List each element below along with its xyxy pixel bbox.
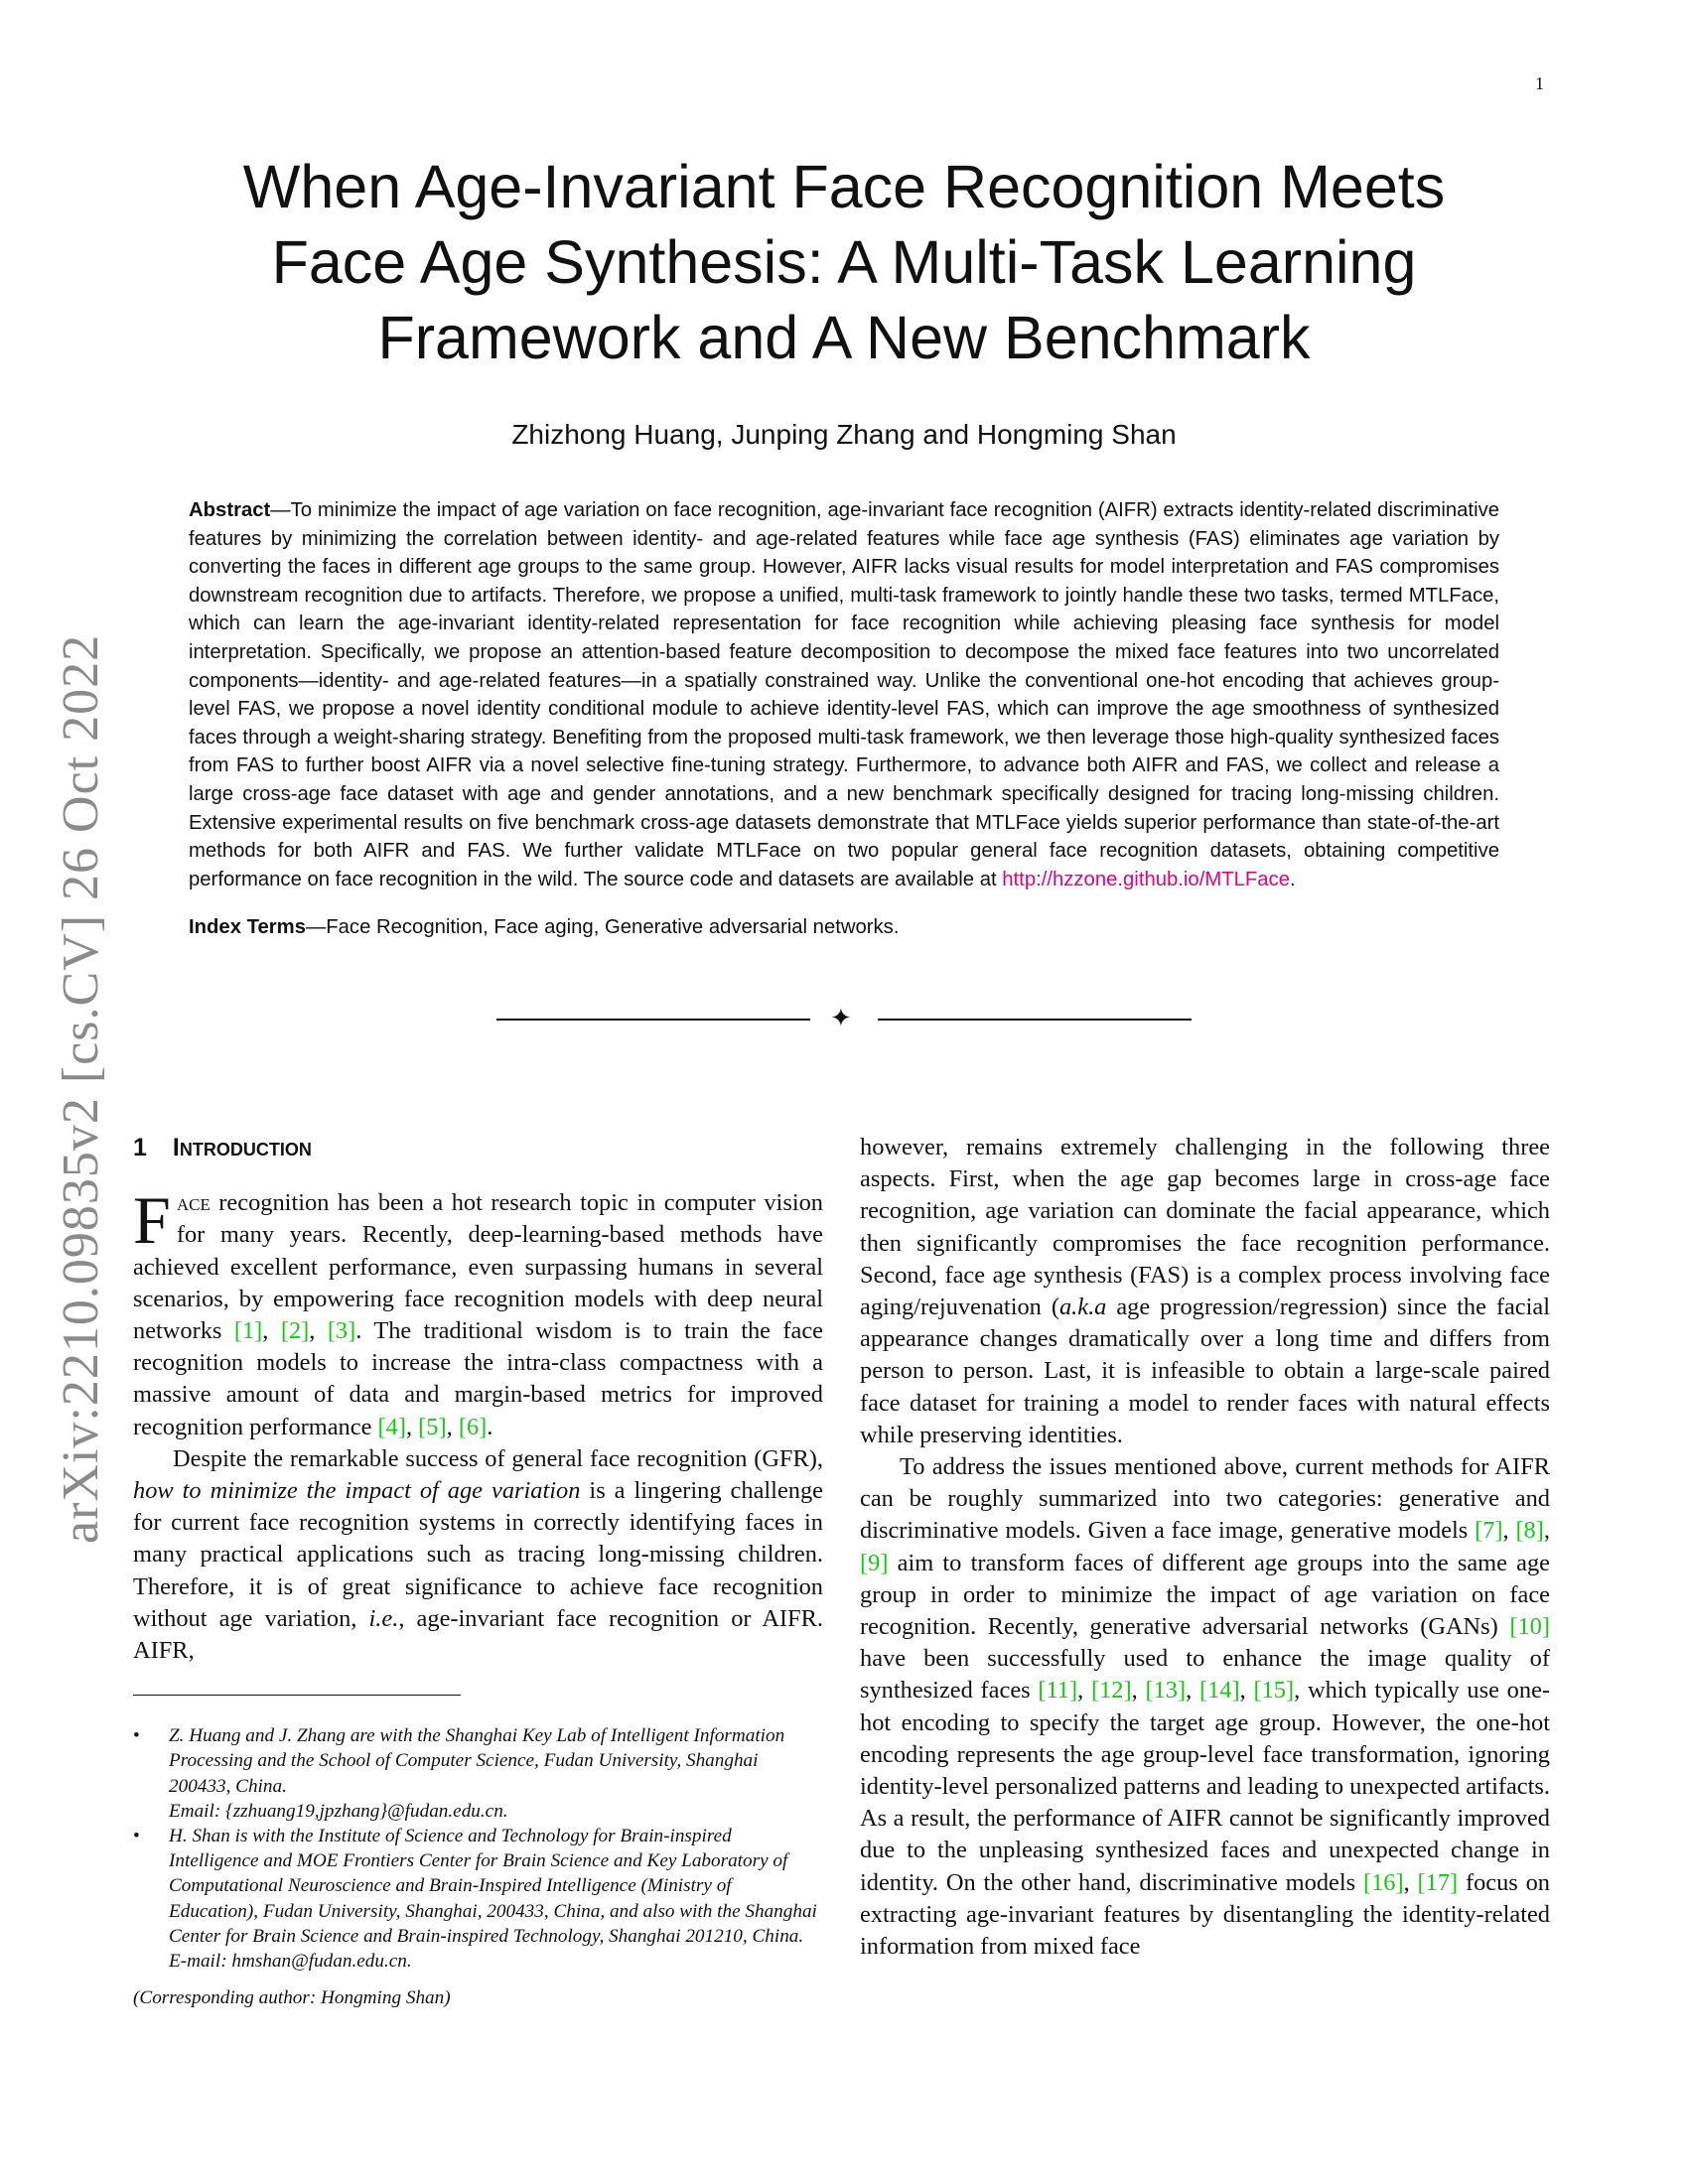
citation-link[interactable]: [17] [1417,1868,1459,1896]
text-run: To address the issues mentioned above, current methods for AIFR can be roughly summarized into two categories: generative and discriminative models. Given a face image, generative models [860,1453,1550,1545]
bullet-icon: • [133,1725,140,1747]
right-column [860,1132,1550,1963]
emphasis-text: i.e. [368,1604,399,1632]
page-number: 1 [1535,73,1544,93]
abstract-text: —To minimize the impact of age variation on face recognition, age-invariant face recognition (AIFR) extracts identity-related discriminative features by minimizing the correlation between identity- and age-related features while face age synthesis (FAS) eliminates age variation by converting the faces in different age groups to the same group. However, AIFR lacks visual results for model interpretation and FAS compromises downstream recognition due to artifacts. Therefore, we propose a unified, multi-task framework to jointly handle these two tasks, termed MTLFace, which can learn the age-invariant identity-related representation for face recognition while achieving pleasing face synthesis for model interpretation. Specifically, we propose an attention-based feature decomposition to decompose the mixed face features into two uncorrelated components—identity- and age-related features—in a spatially constrained way. Unlike the conventional one-hot encoding that achieves group-level FAS, we propose a novel identity conditional module to achieve identity-level FAS, which can improve the age smoothness of synthesized faces through a weight-sharing strategy. Benefiting from the proposed multi-task framework, we then leverage those high-quality synthesized faces from FAS to further boost AIFR via a novel selective fine-tuning strategy. Furthermore, to advance both AIFR and FAS, we collect and release a large cross-age face dataset with age and gender annotations, and a new benchmark specifically designed for tracing long-missing children. Extensive experimental results on five benchmark cross-age datasets demonstrate that MTLFace yields superior performance than state-of-the-art methods for both AIFR and FAS. We further validate MTLFace on two popular general face recognition datasets, obtaining competitive performance on face recognition in the wild. The source code and datasets are available at [189,499,1499,890]
abstract-paragraph [189,496,1499,893]
citation-link[interactable]: [16] [1362,1868,1404,1896]
title-line: Face Age Synthesis: A Multi-Task Learning [271,228,1417,296]
text-run: however, remains extremely challenging in the following three aspects. First, when the age gap becomes large in cross-age face recognition, age variation can dominate the facial appearance, which then significantly compromises the face recognition performance. Second, face age synthesis (FAS) is a complex process involving face aging/rejuvenation ( [860,1134,1550,1321]
text-run: . The traditional wisdom is to train the face recognition models to increase the intra-class compactness with a massive amount of data and margin-based metrics for improved recognition performance [133,1317,824,1440]
text-run: age progression/regression) since the facial appearance changes dramatically over a long time and differs from person to person. Last, it is infeasible to obtain a large-scale paired face dataset for training a model to render faces with natural effects while preserving identities. [860,1294,1550,1448]
intro-paragraph-1 [133,1182,824,1443]
lead-word: ace [176,1189,211,1217]
text-run: , [262,1317,281,1345]
separator-line-left [496,1019,810,1021]
footnote-email: Email: {zzhuang19,jpzhang}@fudan.edu.cn. [169,1800,508,1822]
citation-link[interactable]: [13] [1145,1677,1187,1705]
title-line: Framework and A New Benchmark [377,304,1311,371]
text-run: , [1403,1868,1418,1896]
section-heading [133,1132,823,1163]
footnote-text: Z. Huang and J. Zhang are with the Shanghai Key Lab of Intelligent Information Processing and the School of Computer Science, Fudan University, Shanghai 200433, China. [169,1725,785,1797]
text-run: , [1131,1677,1146,1705]
citation-link[interactable]: [3] [327,1317,356,1345]
text-run: , [309,1317,328,1345]
citation-link[interactable]: [6] [458,1413,488,1440]
abstract-end: . [1290,868,1296,890]
citation-link[interactable]: [1] [233,1317,263,1345]
text-run: have been successfully used to enhance the image quality of synthesized faces [860,1645,1550,1705]
abstract-label: Abstract [189,499,271,521]
paper-title [149,149,1539,375]
text-run: aim to transform faces of different age groups into the same age group in order to minimize the impact of age variation on face recognition. Recently, generative adversarial networks (GANs) [860,1549,1550,1641]
text-run: , [405,1413,419,1440]
footnote-text: H. Shan is with the Institute of Science and Technology for Brain-inspired Intelligence and MOE Frontiers Center for Brain Science and Key Laboratory of Computational Neuroscience and Brain-Inspired Intelligence (Ministry of Education), Fudan University, Shanghai, 200433, China, and also with the Shanghai Center for Brain Science and Brain-inspired Technology, Shanghai 201210, China. [169,1826,817,1947]
text-run: recognition has been a hot research topic in computer vision for many years. Recently, deep-learning-based methods have achieved excellent performance, even surpassing humans in several scenarios, by empowering face recognition models with deep neural networks [133,1189,823,1345]
title-block [149,149,1539,451]
citation-link[interactable]: [10] [1509,1613,1550,1641]
footnote-item [133,1824,823,1974]
left-column [133,1132,823,2010]
author-list: Zhizhong Huang, Junping Zhang and Hongming Shan [511,419,1177,450]
citation-link[interactable]: [5] [418,1413,447,1440]
section-number: 1 [133,1134,147,1161]
text-run: , age-invariant face recognition or AIFR. AIFR, [133,1604,823,1665]
footnote-email: E-mail: hmshan@fudan.edu.cn. [169,1951,412,1973]
title-line: When Age-Invariant Face Recognition Meets [242,153,1446,220]
index-terms-text: —Face Recognition, Face aging, Generative adversarial networks. [305,916,900,939]
emphasis-text: a.k.a [1058,1294,1107,1321]
section-separator [496,1004,1192,1032]
corresponding-author-note: (Corresponding author: Hongming Shan) [133,1987,451,2009]
intro-paragraph-2 [133,1443,823,1667]
citation-link[interactable]: [9] [860,1549,889,1576]
index-terms [189,913,1499,942]
project-link[interactable]: http://hzzone.github.io/MTLFace [1002,868,1290,890]
emphasis-text: how to minimize the impact of age variation [133,1477,581,1505]
citation-link[interactable]: [2] [280,1317,310,1345]
text-run: , [1239,1677,1254,1705]
text-run: , [1077,1677,1091,1705]
bullet-icon: • [133,1826,140,1847]
citation-link[interactable]: [7] [1475,1517,1503,1545]
text-run: , [1502,1517,1516,1545]
text-run: Despite the remarkable success of general face recognition (GFR), [173,1444,823,1472]
text-run: , which typically use one-hot encoding to specify the target age group. However, the one-hot encoding represents the age group-level face transformation, ignoring identity-level personalized patterns and leading to unexpected artifacts. As a result, the performance of AIFR cannot be significantly improved due to the unpleasing synthesized faces and unexpected change in identity. On the other hand, discriminative models [860,1677,1551,1896]
arxiv-identifier-stamp: arXiv:2210.09835v2 [cs.CV] 26 Oct 2022 [53,633,109,1544]
intro-paragraph-4 [860,1451,1550,1963]
text-run: is a lingering challenge for current face recognition systems in correctly identifying faces in many practical applications such as tracing long-missing children. Therefore, it is of great significance to achieve face recognition without age variation, [133,1477,823,1632]
footnote-item [133,1723,823,1824]
citation-link[interactable]: [4] [377,1413,406,1440]
text-run: focus on extracting age-invariant features by disentangling the identity-related information from mixed face [860,1868,1551,1961]
section-title: Introduction [172,1134,312,1161]
text-run: , [446,1413,459,1440]
footnotes [133,1723,823,2010]
citation-link[interactable]: [11] [1038,1677,1078,1705]
separator-star-icon: ✦ [830,1004,852,1032]
text-run: . [487,1413,493,1440]
intro-paragraph-3 [860,1132,1550,1451]
citation-link[interactable]: [8] [1515,1517,1544,1545]
text-run: , [1186,1677,1199,1705]
text-run: , [1543,1517,1550,1545]
citation-link[interactable]: [12] [1090,1677,1132,1705]
footnote-rule [133,1695,461,1696]
separator-line-right [878,1019,1192,1021]
citation-link[interactable]: [15] [1253,1677,1295,1705]
drop-cap: F [133,1182,171,1259]
citation-link[interactable]: [14] [1198,1677,1240,1705]
index-terms-label: Index Terms [189,916,306,939]
abstract-section [189,496,1499,942]
